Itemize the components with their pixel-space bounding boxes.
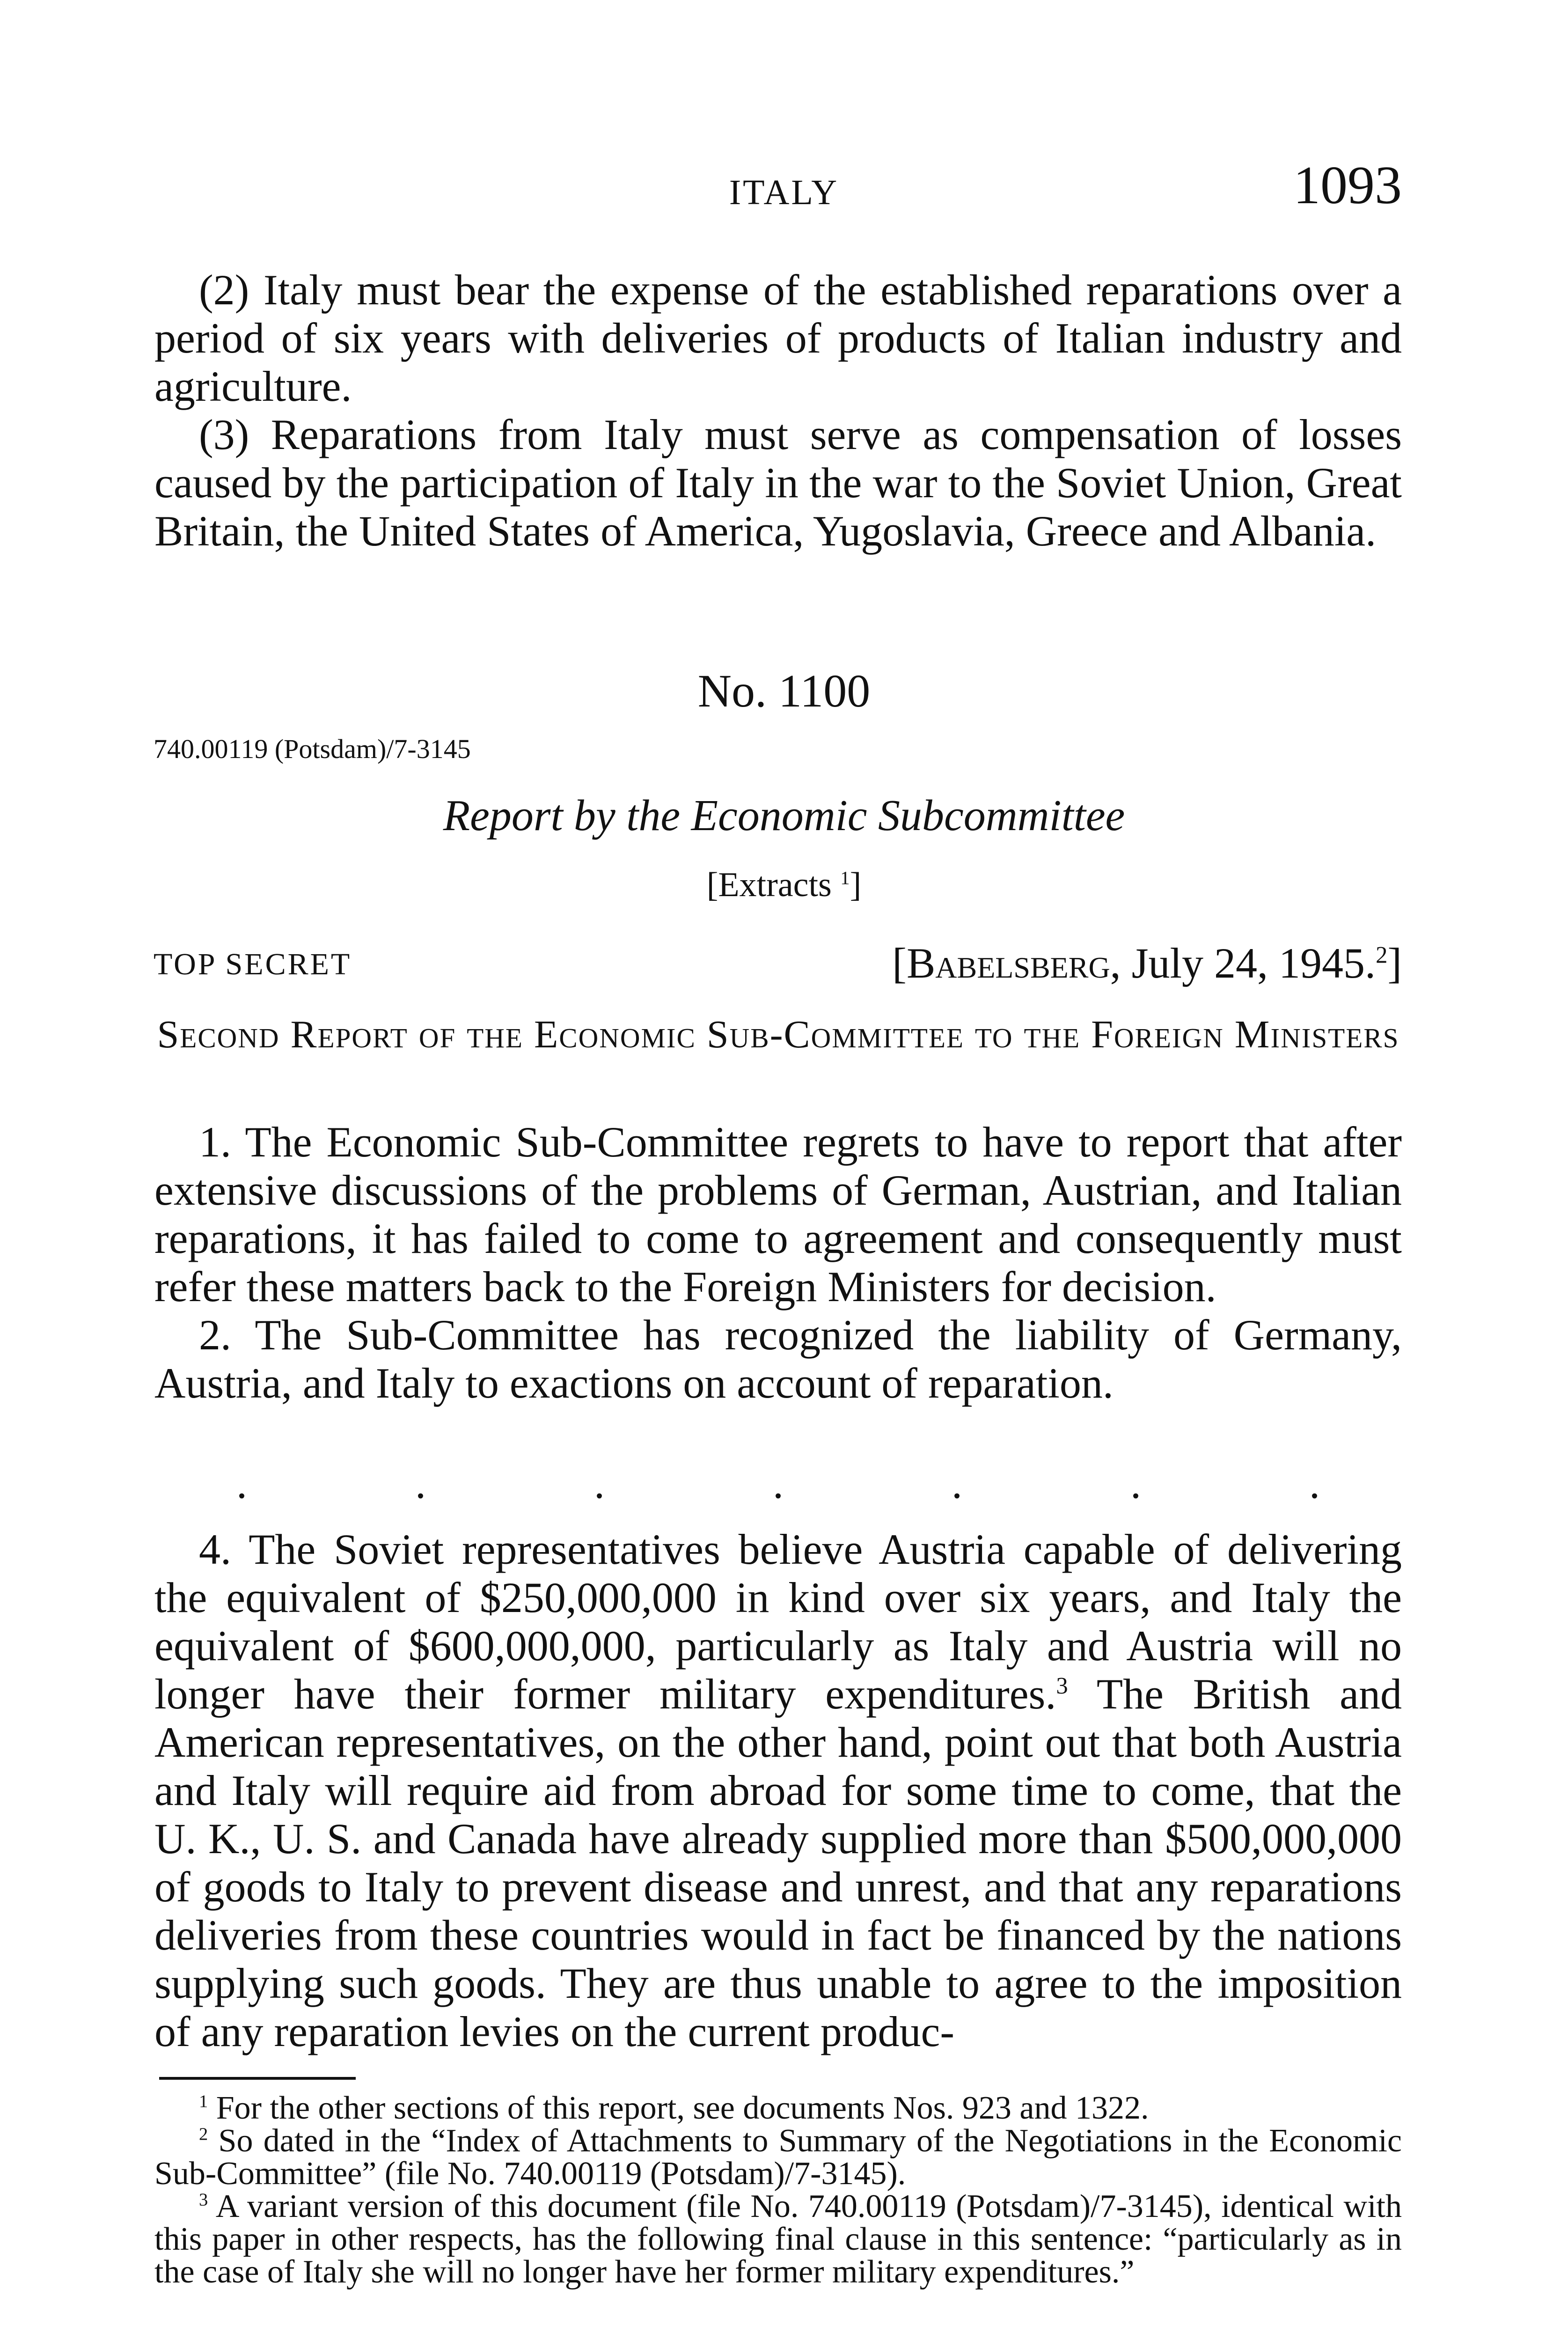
dateline (892, 938, 1402, 988)
file-reference: 740.00119 (Potsdam)/7-3145 (154, 734, 471, 764)
footnotes (154, 2092, 1402, 2289)
dateline-place: Babelsberg, (906, 939, 1121, 987)
extracts-close: ] (850, 866, 862, 904)
extracts-label (0, 865, 1568, 905)
classification-label: TOP SECRET (154, 947, 352, 981)
footnote-2 (154, 2125, 1402, 2190)
ellipsis-dot: . (1309, 1459, 1320, 1507)
running-head: ITALY (729, 173, 839, 212)
dateline-date: July 24, 1945. (1121, 939, 1376, 987)
ellipsis-dot: . (594, 1459, 605, 1507)
paragraph-3: (3) Reparations from Italy must serve as compensation of losses caused by the participation of Italy in the war to the Soviet Union, Great Britain, the United States of America, Yugoslavia, Greece and Albania. (154, 411, 1402, 555)
paragraph-2-body: 2. The Sub-Committee has recognized the liability of Germany, Austria, and Italy to exactions on account of reparation. (154, 1311, 1402, 1407)
footnote-mark: 3 (199, 2190, 208, 2210)
top-paragraphs (154, 266, 1402, 555)
footnote-ref-1: 1 (840, 867, 850, 889)
ellipsis-dot: . (236, 1459, 247, 1507)
ellipsis-dot: . (1130, 1459, 1141, 1507)
document-title: Report by the Economic Subcommittee (443, 791, 1125, 840)
paragraph-4-part-a: 4. The Soviet representatives believe Austria capable of delivering the equivalent of $250,000,000 in kind over six years, and Italy the equivalent of $600,000,000, particularly as Italy and Austria will no longer have their former military expenditures. (154, 1525, 1402, 1718)
page-number: 1093 (1293, 155, 1402, 215)
document-number: No. 1100 (697, 665, 871, 717)
ellipsis-dot: . (952, 1459, 962, 1507)
ellipsis-row (154, 1458, 1402, 1508)
footnote-text: A variant version of this document (file No. 740.00119 (Potsdam)/7-3145), identical with this paper in other respects, has the following final clause in this sentence: “particularly as in the case of Italy she will no longer have her former military expenditures.” (154, 2188, 1402, 2290)
footnote-mark: 1 (199, 2091, 208, 2112)
paragraph-4-part-b: The British and American representatives, on the other hand, point out that both Austria and Italy will require aid from abroad for some time to come, that the U. K., U. S. and Canada have already supplied more than $500,000,000 of goods to Italy to prevent disease and unrest, and that any reparations deliveries from these countries would in fact be financed by the nations supplying such goods. They are thus unable to agree to the imposition of any reparation levies on the current produc- (154, 1670, 1402, 2055)
footnote-text: So dated in the “Index of Attachments to Summary of the Negotiations in the Economic Sub-Committee” (file No. 740.00119 (Potsdam)/7-3145). (154, 2123, 1402, 2192)
paragraph-2: (2) Italy must bear the expense of the established reparations over a period of six years with deliveries of products of Italian industry and agriculture. (154, 266, 1402, 410)
report-heading: Second Report of the Economic Sub-Committee to the Foreign Ministers (157, 1013, 1399, 1056)
footnote-1 (154, 2092, 1402, 2125)
extracts-text: [Extracts (706, 866, 832, 904)
dateline-open: [ (892, 939, 907, 987)
footnote-mark: 2 (199, 2124, 208, 2144)
footnote-text: For the other sections of this report, see documents Nos. 923 and 1322. (208, 2090, 1149, 2126)
paragraph-1: 1. The Economic Sub-Committee regrets to have to report that after extensive discussions of the problems of German, Austrian, and Italian reparations, it has failed to come to agreement and consequently must refer these matters back to the Foreign Ministers for decision. (154, 1118, 1402, 1310)
paragraph-4-block (154, 1525, 1402, 2056)
report-body (154, 1118, 1402, 1407)
ellipsis-dot: . (773, 1459, 784, 1507)
paragraph-4 (154, 1525, 1402, 2056)
ellipsis-dot: . (415, 1459, 426, 1507)
footnote-ref-2: 2 (1376, 942, 1388, 968)
footnote-3 (154, 2190, 1402, 2289)
dateline-close: ] (1387, 939, 1402, 987)
footnote-ref-3: 3 (1056, 1672, 1068, 1699)
footnote-divider (159, 2077, 356, 2080)
